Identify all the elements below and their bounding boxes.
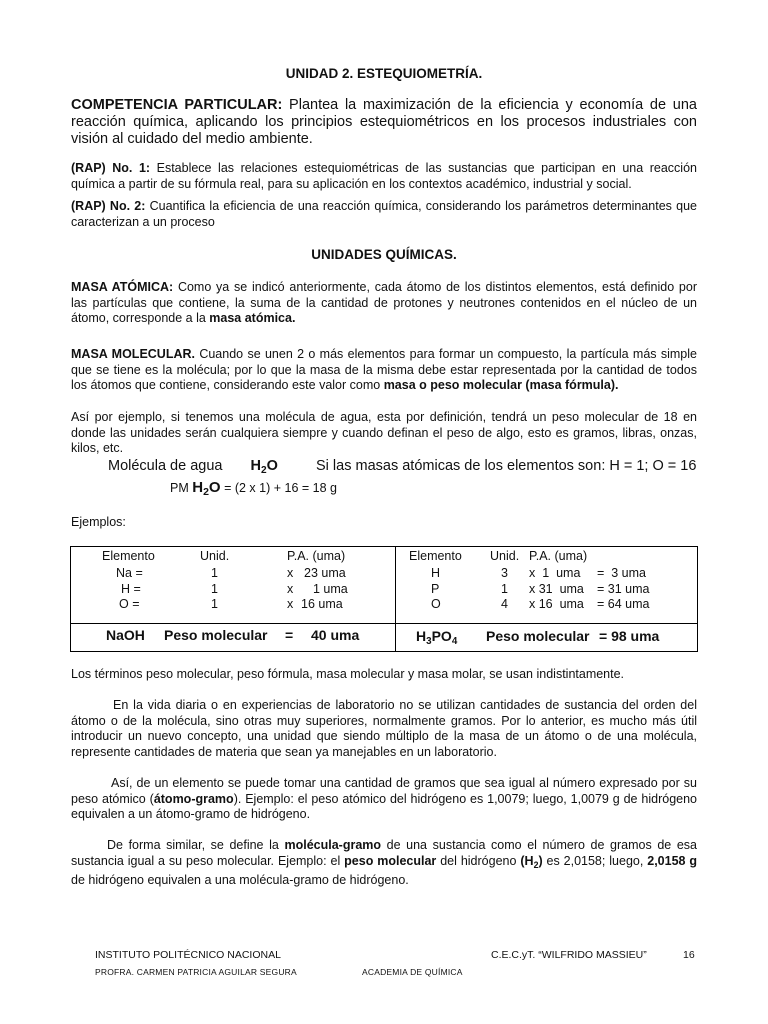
left-result-label: Peso molecular <box>164 627 268 643</box>
left-row-element: H = <box>121 582 141 596</box>
agua-line <box>108 458 696 476</box>
masa-molecular-label: MASA MOLECULAR. <box>71 347 195 361</box>
left-row-x: x <box>287 566 294 580</box>
section-title: UNIDADES QUÍMICAS. <box>311 247 457 262</box>
masa-molecular-bold: masa o peso molecular (masa fórmula). <box>383 378 619 392</box>
molecula-gramo-paragraph: De forma similar, se define la molécula-gramo de una sustancia como el número de gramos de esa sustancia igual a su peso molecular. Ejemplo: el peso molecular del hidrógeno $(H_2)$ es 2,0158; luego, 2,0158 g de hidrógeno equivalen a una molécula-gramo de hidrógeno. <box>71 838 698 887</box>
rap2-label: (RAP) No. 2: <box>71 199 146 213</box>
right-header-unid: Unid. <box>490 549 520 563</box>
left-result-value: 40 uma <box>311 627 360 643</box>
vida-diaria-paragraph: En la vida diaria o en experiencias de laboratorio no se utilizan cantidades de sustancia del orden del átomo o de la molécula, sino otras muy superiores, normalmente gramos. Por lo anterior, es mucho más útil introducir un nuevo concepto, una unidad que siendo múltiplo de la masa de un átomo o de una molécula, represente cantidades de materia que sean ya manejables en un laboratorio. <box>71 698 697 759</box>
left-header-unid: Unid. <box>200 549 230 563</box>
masa-atomica-text: Como ya se indicó anteriormente, cada átomo de los distintos elementos, está definido por las partículas que contiene, la suma de la cantidad de protones y neutrones contenidos en el núcleo de un átomo, corresponde a la <box>71 280 697 325</box>
left-header-pa: P.A. (uma) <box>287 549 346 563</box>
right-row-unid: 4 <box>501 597 508 611</box>
right-result-compound: $H_3PO_4$ <box>416 628 458 647</box>
terminos-paragraph: Los términos peso molecular, peso fórmula, masa molecular y masa molar, se usan indistintamente. <box>71 667 625 681</box>
rap2-paragraph <box>71 199 697 230</box>
right-row-total: = 31 uma <box>597 582 650 596</box>
rap1-label: (RAP) No. 1: <box>71 161 151 175</box>
left-result-eq: = <box>285 627 294 643</box>
left-row-element: Na = <box>116 566 143 580</box>
competencia-label: COMPETENCIA PARTICULAR: <box>71 97 283 113</box>
right-row-pa: x 16 uma <box>529 597 584 611</box>
masa-atomica-bold: masa atómica. <box>209 311 296 325</box>
competencia-text: Plantea la maximización de la eficiencia y economía de una reacción química, aplicando los principios estequiométricos en los procesos industriales con visión al cuidado del medio ambiente. <box>71 97 697 147</box>
left-row-unid: 1 <box>211 597 218 611</box>
right-row-unid: 1 <box>501 582 508 596</box>
atomo-gramo-paragraph: Así, de un elemento se puede tomar una cantidad de gramos que sea igual al número expresado por su peso atómico (átomo-gramo). Ejemplo: el peso atómico del hidrógeno es 1,0079; luego, 1,0079 g de hidrógeno equivalen a un átomo-gramo de hidrógeno. <box>71 776 697 821</box>
right-result-value: = 98 uma <box>599 628 660 644</box>
right-row-element: P <box>431 582 440 596</box>
agua-label: Molécula de agua <box>108 458 223 474</box>
right-header-pa: P.A. (uma) <box>529 549 588 563</box>
competencia-paragraph <box>71 97 697 148</box>
left-result-compound: NaOH <box>106 627 145 643</box>
footer-institute: INSTITUTO POLITÉCNICO NACIONAL <box>95 949 281 961</box>
rap2-text: Cuantifica la eficiencia de una reacción química, considerando los parámetros determinantes que caracterizan a un proceso <box>71 199 697 229</box>
right-row-total: = 64 uma <box>597 597 650 611</box>
pm-prefix: PM <box>170 481 193 495</box>
left-row-element: O = <box>119 597 140 611</box>
table-divider <box>395 546 396 651</box>
left-row-x: x <box>287 582 294 596</box>
rap1-paragraph <box>71 161 697 192</box>
molecula-gramo-term: molécula-gramo <box>284 838 382 852</box>
pm-formula: $H_2O$ <box>192 479 221 498</box>
agua-paragraph: Así por ejemplo, si tenemos una molécula de agua, esta por definición, tendrá un peso molecular de 18 en donde las unidades serán cualquiera siempre y cuando definan el peso de algo, esto es gramos, libras, onzas, kilos, etc. <box>71 410 697 455</box>
right-row-element: O <box>431 597 441 611</box>
atomo-gramo-term: átomo-gramo <box>153 791 234 806</box>
footer-professor: PROFRA. CARMEN PATRICIA AGUILAR SEGURA <box>95 967 297 977</box>
left-row-pa: 1 uma <box>313 582 348 596</box>
right-row-total: = 3 uma <box>597 566 646 580</box>
masa-atomica-label: MASA ATÓMICA: <box>71 280 174 294</box>
h2-formula: $(H_2)$ <box>520 853 543 870</box>
ejemplos-label: Ejemplos: <box>71 515 126 529</box>
left-row-pa: 16 uma <box>301 597 343 611</box>
agua-masses: Si las masas atómicas de los elementos son: H = 1; O = 16 <box>316 458 697 474</box>
table-result-rule <box>70 623 697 624</box>
masa-atomica-paragraph <box>71 280 697 327</box>
footer-academy: ACADEMIA DE QUÍMICA <box>362 967 463 977</box>
right-result-label: Peso molecular <box>486 628 590 644</box>
left-row-x: x <box>287 597 294 611</box>
footer-center: C.E.C.yT. “WILFRIDO MASSIEU” <box>491 949 647 961</box>
left-row-unid: 1 <box>211 582 218 596</box>
left-row-unid: 1 <box>211 566 218 580</box>
pm-line <box>170 479 337 498</box>
masa-molecular-text: Cuando se unen 2 o más elementos para formar un compuesto, la partícula más simple que se tiene es la molécula; por lo que la masa de la misma debe estar representada por la cantidad de todos los átomos que contiene, considerando este valor como <box>71 347 697 392</box>
right-row-pa: x 31 uma <box>529 582 584 596</box>
right-header-elemento: Elemento <box>409 549 462 563</box>
unit-title: UNIDAD 2. ESTEQUIOMETRÍA. <box>285 66 483 81</box>
left-row-pa: 23 uma <box>304 566 346 580</box>
rap1-text: Establece las relaciones estequiométricas de las sustancias que participan en una reacción química a partir de su fórmula real, para su aplicación en los contextos académico, industrial y social. <box>71 161 697 191</box>
right-row-unid: 3 <box>501 566 508 580</box>
footer-page-number: 16 <box>683 949 695 961</box>
right-row-pa: x 1 uma <box>529 566 581 580</box>
pm-calc: = (2 x 1) + 16 = 18 g <box>220 481 337 495</box>
right-row-element: H <box>431 566 441 580</box>
left-header-elemento: Elemento <box>102 549 155 563</box>
masa-molecular-paragraph <box>71 347 697 394</box>
agua-formula: $H_2O$ <box>250 458 278 476</box>
